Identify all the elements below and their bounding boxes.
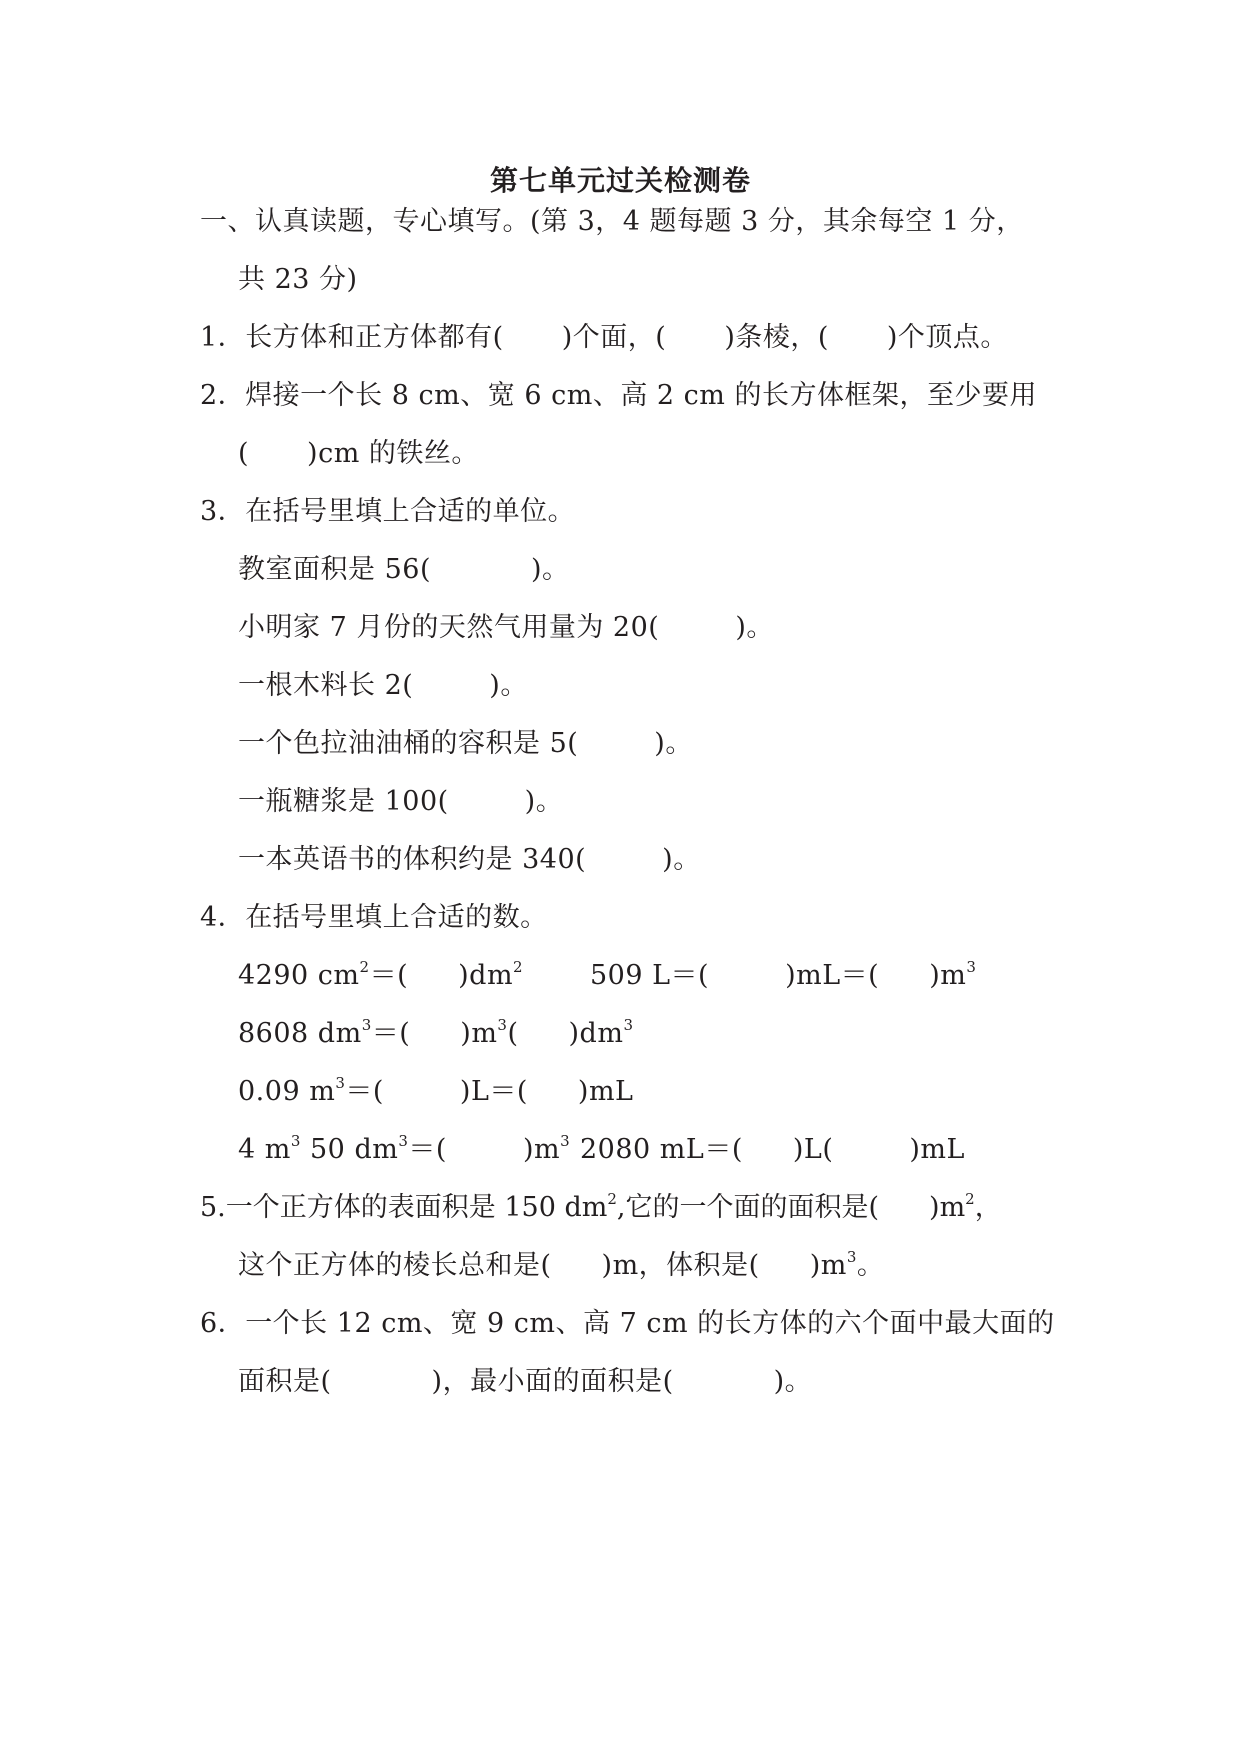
- question-number: 6．: [200, 1308, 246, 1339]
- question-2: 2．焊接一个长 8 cm、宽 6 cm、高 2 cm 的长方体框架，至少要用: [200, 380, 1037, 411]
- question-number: 4．: [200, 902, 246, 933]
- conversion-row: 4290 $cm^2=$( )$dm^2$: [238, 958, 524, 991]
- question-3-item: 一本英语书的体积约是 340( )。: [238, 844, 701, 875]
- question-3-item: 一根木料长 2( )。: [238, 670, 528, 701]
- question-number: 2．: [200, 380, 246, 411]
- conversion-row: 2080 mL＝( )L( )mL: [580, 1134, 965, 1165]
- question-5-cont: 这个正方体的棱长总和是( )m，体积是( )$m^3$。: [238, 1248, 885, 1281]
- question-5: 5.一个正方体的表面积是 150 $dm^2$,它的一个面的面积是( )$m^2$，: [200, 1190, 1002, 1223]
- conversion-row: 8608 $dm^3=$( )$m^3$( )$dm^3$: [238, 1016, 634, 1049]
- question-number: 1．: [200, 322, 246, 353]
- conversion-row: 4 $m^3$ 50 $dm^3=$( )$m^3$: [238, 1132, 571, 1165]
- conversion-row: 0.09 $m^3=$( )L＝( )mL: [238, 1074, 634, 1107]
- question-6: 6．一个长 12 cm、宽 9 cm、高 7 cm 的长方体的六个面中最大面的: [200, 1308, 1055, 1339]
- question-1: 1．长方体和正方体都有( )个面，( )条棱，( )个顶点。: [200, 322, 1008, 353]
- question-number: 3．: [200, 496, 246, 527]
- question-6-cont: 面积是( )，最小面的面积是( )。: [238, 1366, 813, 1397]
- question-3-item: 小明家 7 月份的天然气用量为 20( )。: [238, 612, 774, 643]
- question-3: 3．在括号里填上合适的单位。: [200, 496, 576, 527]
- section-heading-cont: 共 23 分): [238, 264, 358, 295]
- question-2-cont: ( )cm 的铁丝。: [238, 438, 479, 469]
- question-3-item: 一个色拉油油桶的容积是 5( )。: [238, 728, 693, 759]
- question-number: 5.: [200, 1192, 226, 1223]
- question-3-item: 一瓶糖浆是 100( )。: [238, 786, 564, 817]
- question-3-item: 教室面积是 56( )。: [238, 554, 570, 585]
- section-heading: 一、认真读题，专心填写。(第 3，4 题每题 3 分，其余每空 1 分，: [200, 206, 1024, 237]
- page-title: 第七单元过关检测卷: [489, 164, 751, 197]
- question-4: 4．在括号里填上合适的数。: [200, 902, 548, 933]
- conversion-row: 509 L＝( )mL＝( )$m^3$: [590, 958, 977, 991]
